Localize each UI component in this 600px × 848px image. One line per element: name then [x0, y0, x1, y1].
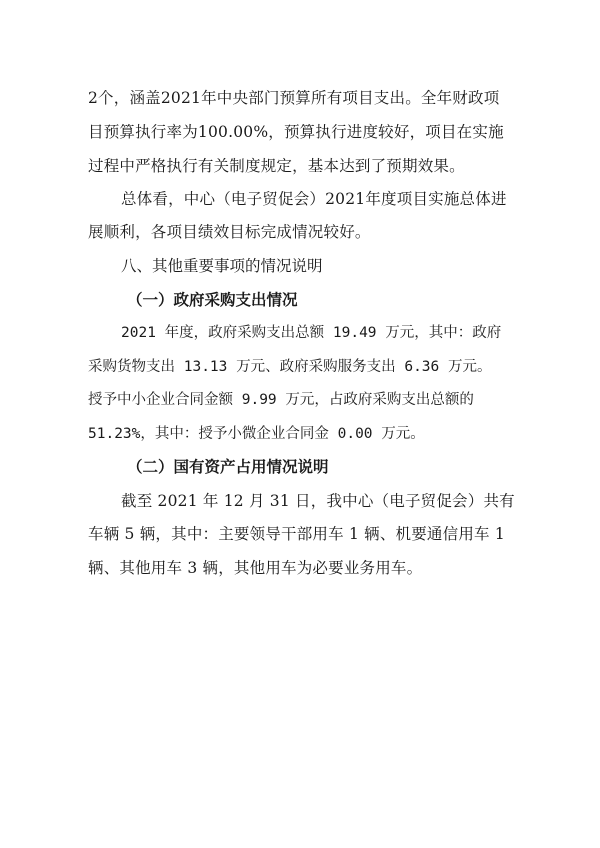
paragraph-line: 2个，涵盖2021年中央部门预算所有项目支出。全年财政项 — [88, 89, 500, 107]
paragraph-line: 车辆 5 辆，其中：主要领导干部用车 1 辆、机要通信用车 1 — [88, 525, 505, 543]
section-heading: 八、其他重要事项的情况说明 — [121, 257, 323, 275]
subsection-heading: （一）政府采购支出情况 — [127, 290, 298, 309]
paragraph-line: 总体看，中心（电子贸促会）2021年度项目实施总体进 — [121, 190, 507, 208]
paragraph-line: 采购货物支出 13.13 万元、政府采购服务支出 6.36 万元。 — [88, 359, 492, 375]
subsection-heading: （二）国有资产占用情况说明 — [127, 457, 329, 476]
paragraph-line: 展顺利，各项目绩效目标完成情况较好。 — [88, 223, 371, 241]
paragraph-line: 授予中小企业合同金额 9.99 万元，占政府采购支出总额的 — [88, 392, 474, 408]
paragraph-line: 过程中严格执行有关制度规定，基本达到了预期效果。 — [88, 157, 465, 175]
paragraph-line: 辆、其他用车 3 辆，其他用车为必要业务用车。 — [88, 559, 423, 577]
paragraph-line: 2021 年度，政府采购支出总额 19.49 万元，其中：政府 — [121, 325, 502, 341]
paragraph-line: 51.23%，其中：授予小微企业合同金 0.00 万元。 — [88, 426, 425, 442]
paragraph-line: 目预算执行率为100.00%，预算执行进度较好，项目在实施 — [88, 123, 504, 141]
paragraph-line: 截至 2021 年 12 月 31 日，我中心（电子贸促会）共有 — [121, 492, 515, 510]
